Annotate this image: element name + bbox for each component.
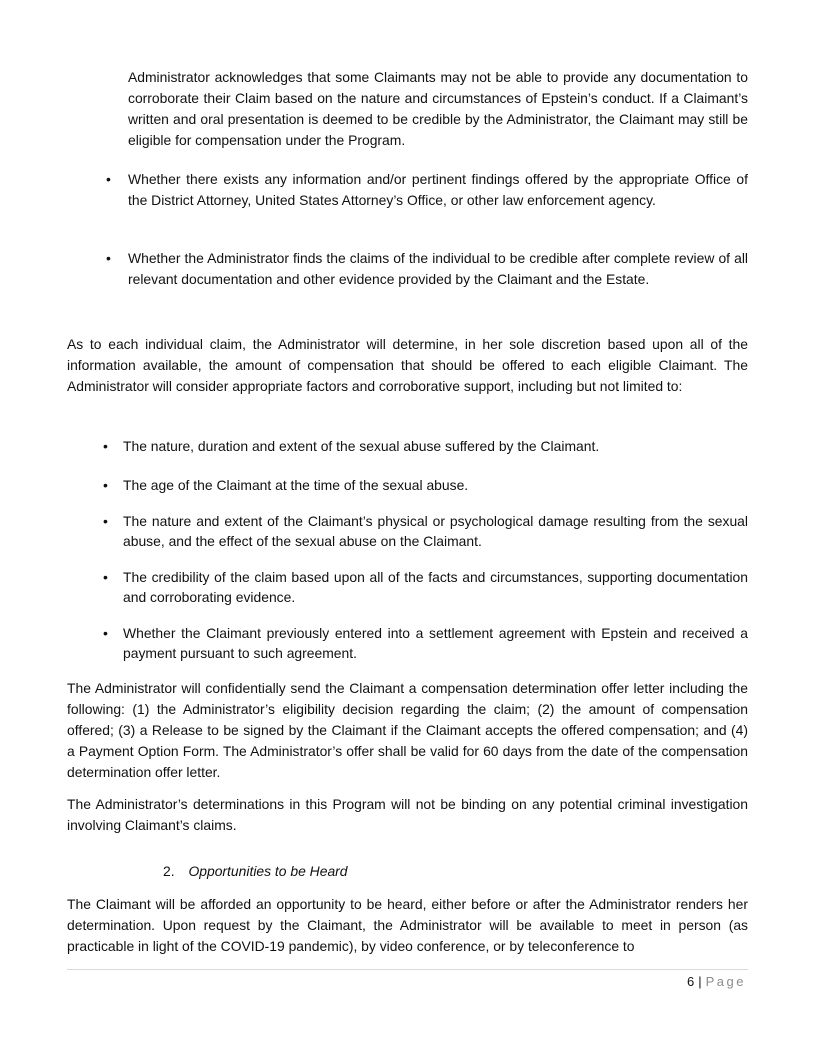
page-number: 6 [687, 974, 695, 989]
bullet-glyph: • [106, 250, 111, 266]
upper-bullet-item [106, 248, 748, 290]
section-number: 2. [163, 863, 175, 879]
section-title: Opportunities to be Heard [188, 863, 348, 879]
factor-bullet-text: The credibility of the claim based upon all of the facts and circumstances, supporting documentation and corroborating evidence. [123, 569, 748, 605]
upper-bullet-item [106, 169, 748, 211]
page-label: Page [705, 974, 746, 989]
page-footer [687, 972, 746, 992]
factor-bullet-text: Whether the Claimant previously entered into a settlement agreement with Epstein and received a payment pursuant to such agreement. [123, 625, 748, 661]
factor-bullet-text: The age of the Claimant at the time of the sexual abuse. [123, 477, 469, 493]
upper-bullet-text: Whether there exists any information and/or pertinent findings offered by the appropriate Office of the District Attorney, United States Attorney’s Office, or other law enforcement agency. [128, 171, 748, 208]
factor-bullet-text: The nature and extent of the Claimant’s physical or psychological damage resulting from the sexual abuse, and the effect of the sexual abuse on the Claimant. [123, 513, 748, 549]
offer-letter-paragraph: The Administrator will confidentially send the Claimant a compensation determination offer letter including the following: (1) the Administrator’s eligibility decision regarding the claim; (2) the amount of compensation offered; (3) a Release to be signed by the Claimant if the Claimant accepts the offered compensation; and (4) a Payment Option Form. The Administrator’s offer shall be valid for 60 days from the date of the compensation determination offer letter. [67, 680, 748, 780]
bullet-glyph: • [103, 513, 108, 529]
factor-bullet-item [103, 623, 748, 663]
bullet-glyph: • [103, 477, 108, 493]
factor-bullet-item [103, 511, 748, 551]
factor-bullet-item [103, 436, 748, 457]
continuation-paragraph: Administrator acknowledges that some Claimants may not be able to provide any documentation to corroborate their Claim based on the nature and circumstances of Epstein’s conduct. If a Claimant’s written and oral presentation is deemed to be credible by the Administrator, the Claimant may still be eligible for compensation under the Program. [128, 69, 748, 148]
bullet-glyph: • [103, 438, 108, 454]
bullet-glyph: • [103, 569, 108, 585]
bullet-glyph: • [106, 171, 111, 187]
footer-divider [67, 969, 748, 970]
factors-intro-paragraph: As to each individual claim, the Administrator will determine, in her sole discretion based upon all of the information available, the amount of compensation that should be offered to each eligible Claimant. The Administrator will consider appropriate factors and corroborative support, including but not limited to: [67, 336, 748, 394]
determinations-paragraph: The Administrator’s determinations in this Program will not be binding on any potential criminal investigation involving Claimant’s claims. [67, 796, 748, 833]
factor-bullet-item [103, 567, 748, 607]
upper-bullet-text: Whether the Administrator finds the claims of the individual to be credible after complete review of all relevant documentation and other evidence provided by the Claimant and the Estate. [128, 250, 748, 287]
section-heading [163, 861, 348, 882]
footer-separator: | [698, 974, 702, 989]
factor-bullet-item [103, 475, 748, 496]
factor-bullet-text: The nature, duration and extent of the sexual abuse suffered by the Claimant. [123, 438, 600, 454]
bullet-glyph: • [103, 625, 108, 641]
opportunities-paragraph: The Claimant will be afforded an opportunity to be heard, either before or after the Administrator renders her determination. Upon request by the Claimant, the Administrator will be available to meet in person (as practicable in light of the COVID-19 pandemic), by video conference, or by teleconference to [67, 896, 748, 954]
